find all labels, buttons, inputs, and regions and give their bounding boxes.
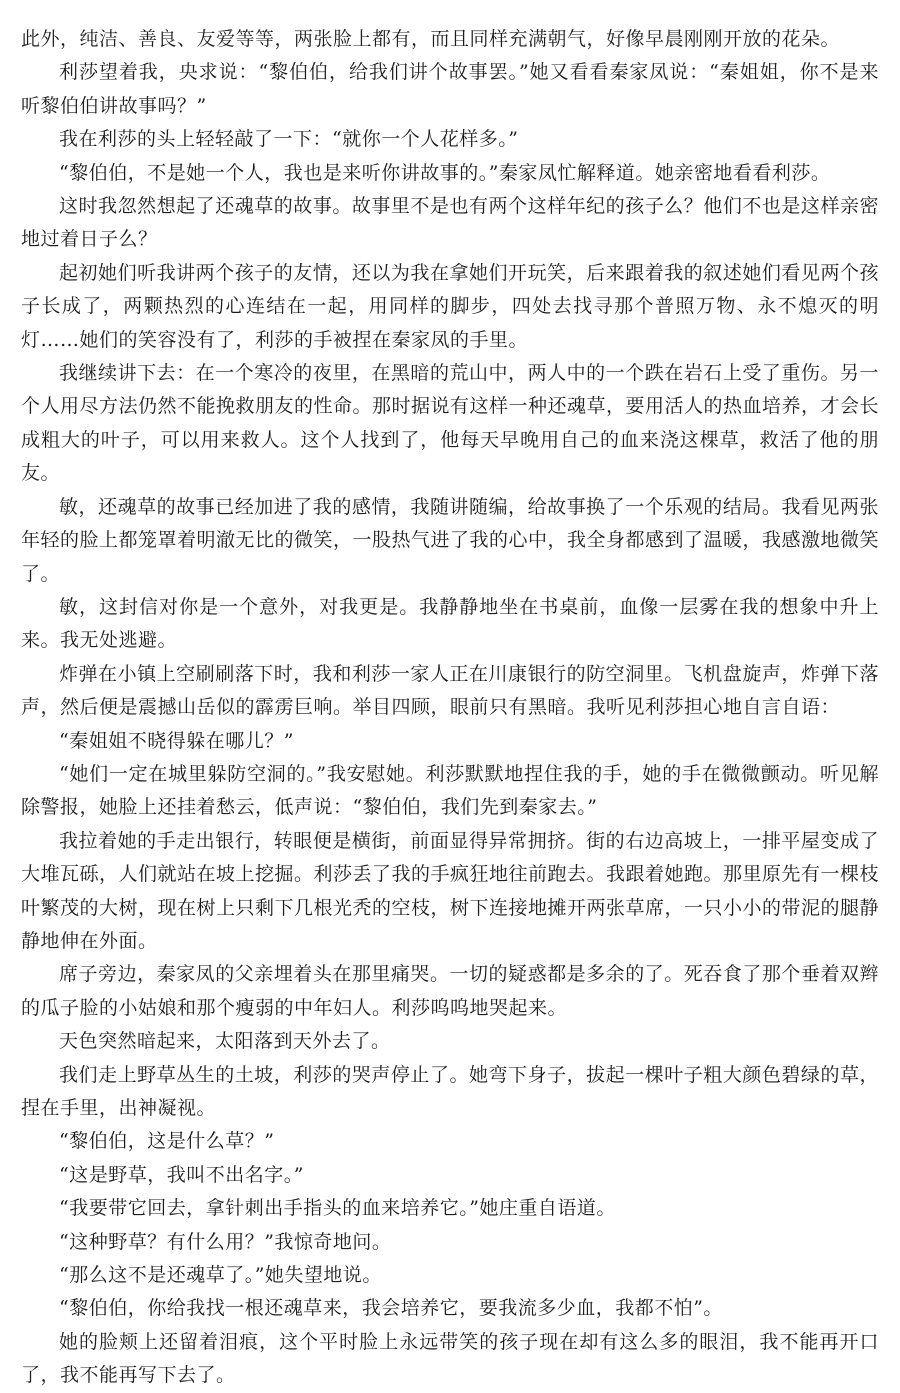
paragraph: “秦姐姐不晓得躲在哪儿？” [59, 729, 294, 752]
paragraph: 敏，还魂草的故事已经加进了我的感情，我随讲随编，给故事换了一个乐观的结局。我看见两张年轻的脸上都笼罩着明澈无比的微笑，一股热气进了我的心中，我全身都感到了温暖，我感激地微笑了。 [21, 495, 880, 585]
paragraph: 敏，这封信对你是一个意外，对我更是。我静静地坐在书桌前，血像一层雾在我的想象中升上来。我无处逃避。 [21, 595, 879, 652]
paragraph: “黎伯伯，不是她一个人，我也是来听你讲故事的。”秦家凤忙解释道。她亲密地看看利莎。 [59, 161, 831, 184]
paragraph: “这种野草？有什么用？”我惊奇地问。 [59, 1230, 392, 1253]
paragraph: “黎伯伯，这是什么草？” [59, 1130, 275, 1153]
paragraph: “黎伯伯，你给我找一根还魂草来，我会培养它，要我流多少血，我都不怕”。 [59, 1297, 723, 1320]
paragraph: 她的脸颊上还留着泪痕，这个平时脸上永远带笑的孩子现在却有这么多的眼泪，我不能再开口了，我不能再写下去了。 [21, 1330, 879, 1387]
paragraph: “她们一定在城里躲防空洞的。”我安慰她。利莎默默地捏住我的手，她的手在微微颤动。听见解除警报，她脸上还挂着愁云，低声说：“黎伯伯，我们先到秦家去。” [21, 762, 879, 819]
paragraph: 我们走上野草丛生的土坡，利莎的哭声停止了。她弯下身子，拔起一棵叶子粗大颜色碧绿的草，捏在手里，出神凝视。 [21, 1063, 879, 1119]
paragraph: “我要带它回去，拿针刺出手指头的血来培养它。”她庄重自语道。 [59, 1197, 616, 1220]
paragraph: 天色突然暗起来，太阳落到天外去了。 [59, 1030, 391, 1053]
paragraph: “那么这不是还魂草了。”她失望地说。 [59, 1264, 382, 1287]
paragraph: 这时我忽然想起了还魂草的故事。故事里不是也有两个这样年纪的孩子么？他们不也是这样亲密地过着日子么？ [21, 195, 879, 251]
paragraph: “这是野草，我叫不出名字。” [59, 1163, 304, 1186]
paragraph: 起初她们听我讲两个孩子的友情，还以为我在拿她们开玩笑，后来跟着我的叙述她们看见两个孩子长成了，两颗热烈的心连结在一起，用同样的脚步，四处去找寻那个普照万物、永不熄灭的明灯……她们的笑容没有了，利莎的手被捏在秦家凤的手里。 [21, 261, 879, 351]
paragraph: 我拉着她的手走出银行，转眼便是横街，前面显得异常拥挤。街的右边高坡上，一排平屋变成了大堆瓦砾，人们就站在坡上挖掘。利莎丢了我的手疯狂地往前跑去。我跟着她跑。那里原先有一棵枝叶繁茂的大树，现在树上只剩下几根光秃的空枝，树下连接地摊开两张草席，一只小小的带泥的腿静静地伸在外面。 [21, 829, 880, 952]
paragraph: 我继续讲下去：在一个寒冷的夜里，在黑暗的荒山中，两人中的一个跌在岩石上受了重伤。另一个人用尽方法仍然不能挽救朋友的性命。那时据说有这样一种还魂草，要用活人的热血培养，才会长成粗大的叶子，可以用来救人。这个人找到了，他每天早晚用自己的血来浇这棵草，救活了他的朋友。 [21, 362, 880, 485]
paragraph: 席子旁边，秦家凤的父亲埋着头在那里痛哭。一切的疑惑都是多余的了。死吞食了那个垂着双辫的瓜子脸的小姑娘和那个瘦弱的中年妇人。利莎呜呜地哭起来。 [21, 963, 879, 1019]
paragraph: 我在利莎的头上轻轻敲了一下：“就你一个人花样多。” [59, 128, 519, 151]
paragraph: 利莎望着我，央求说：“黎伯伯，给我们讲个故事罢。”她又看看秦家凤说：“秦姐姐，你不是来听黎伯伯讲故事吗？” [21, 61, 879, 117]
document-body [21, 23, 879, 1393]
paragraph: 炸弹在小镇上空刷刷落下时，我和利莎一家人正在川康银行的防空洞里。飞机盘旋声，炸弹下落声，然后便是震撼山岳似的霹雳巨响。举目四顾，眼前只有黑暗。我听见利莎担心地自言自语： [21, 662, 879, 719]
paragraph: 此外，纯洁、善良、友爱等等，两张脸上都有，而且同样充满朝气，好像早晨刚刚开放的花朵。 [21, 28, 841, 50]
